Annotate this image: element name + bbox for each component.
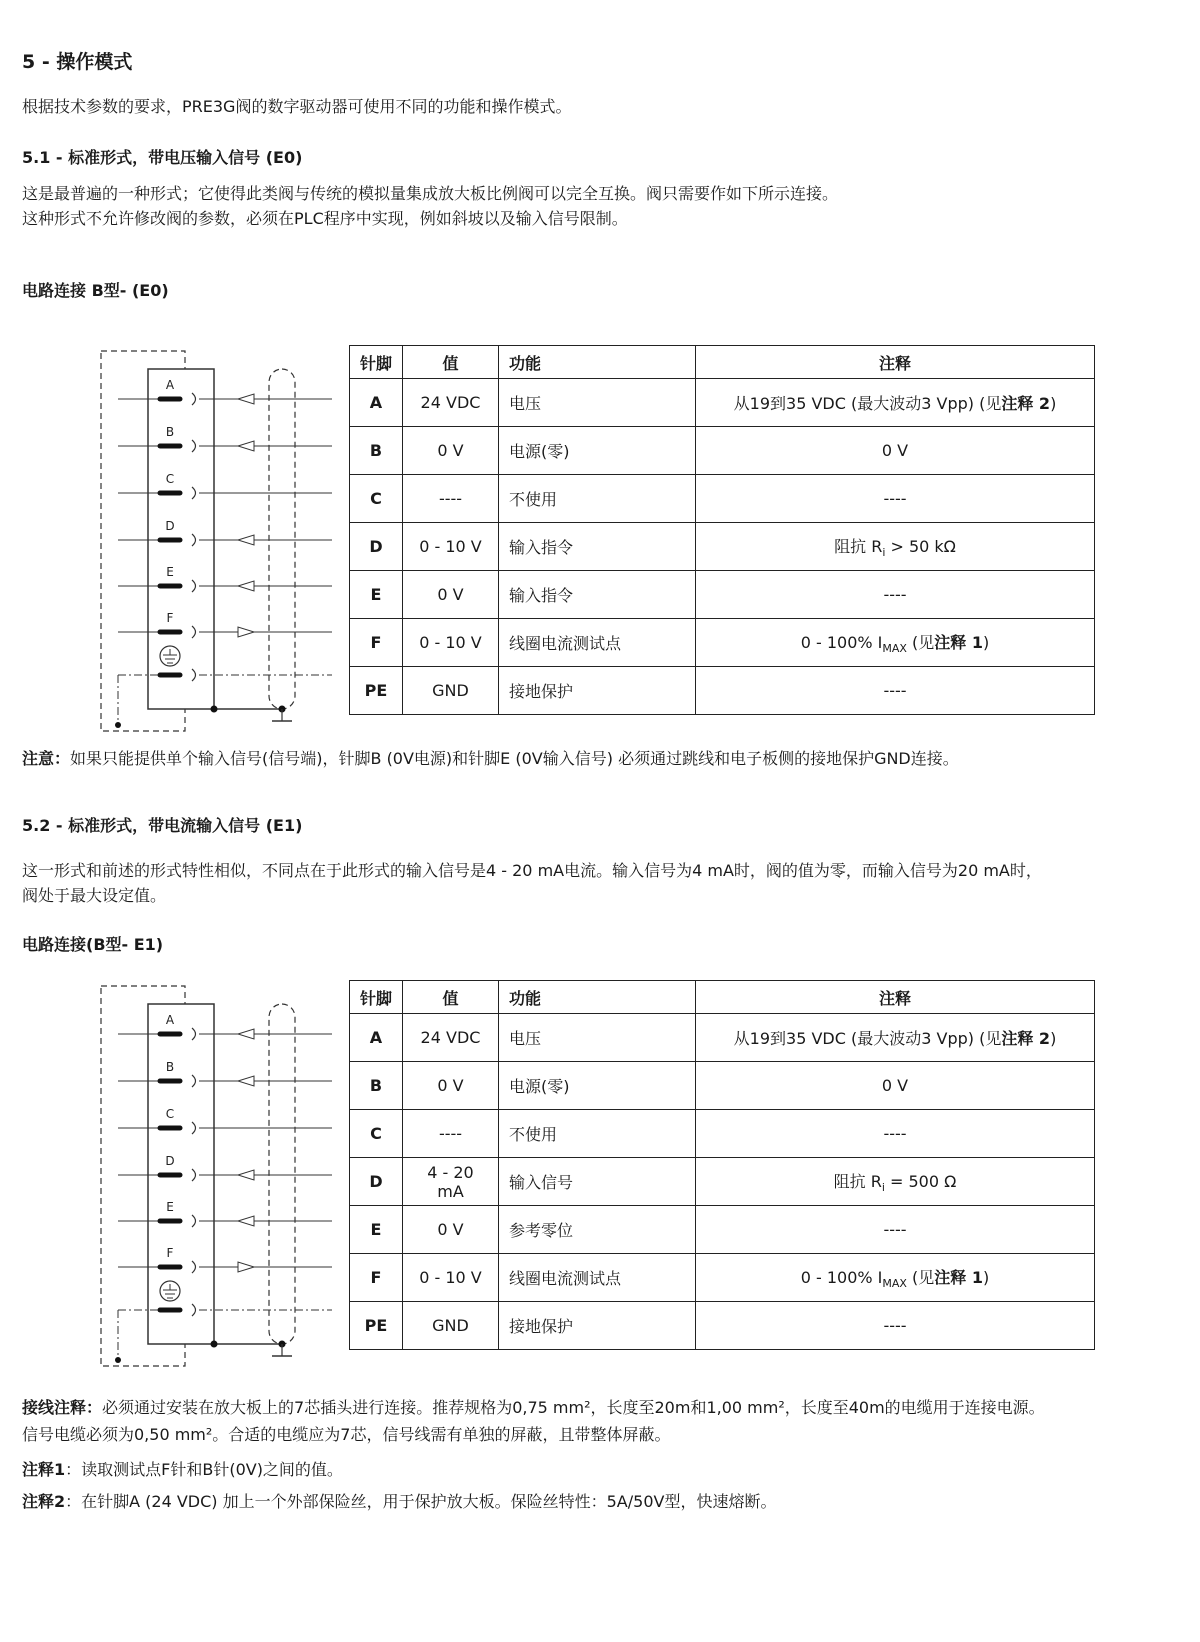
cell-value: ---- — [403, 1110, 499, 1158]
cell-pin: B — [350, 1062, 403, 1110]
cell-value: GND — [403, 667, 499, 715]
column-header: 针脚 — [350, 346, 403, 379]
arrow-out-icon — [238, 627, 254, 637]
circuit-title-e1: 电路连接(B型- E1) — [22, 935, 164, 954]
wiring-note-text1: 必须通过安装在放大板上的7芯插头进行连接。推荐规格为0,75 mm²，长度至20m和1,00 mm²，长度至40m的电缆用于连接电源。 — [102, 1398, 1045, 1417]
cell-pin: A — [350, 1014, 403, 1062]
cell-pin: C — [350, 475, 403, 523]
cell-function: 接地保护 — [499, 667, 696, 715]
cell-value: 0 - 10 V — [403, 1254, 499, 1302]
table-row — [350, 379, 1095, 427]
pin-letter: E — [166, 565, 174, 579]
cell-note: ---- — [696, 1302, 1095, 1350]
e0-desc-line2: 这种形式不允许修改阀的参数，必须在PLC程序中实现，例如斜坡以及输入信号限制。 — [22, 209, 628, 228]
subsection-title-e0: 5.1 - 标准形式，带电压输入信号 (E0) — [22, 148, 303, 167]
note-1-text: ：读取测试点F针和B针(0V)之间的值。 — [65, 1460, 343, 1479]
cell-pin: A — [350, 379, 403, 427]
cell-pin: C — [350, 1110, 403, 1158]
pin-table-e0 — [349, 345, 1095, 715]
table-row — [350, 1254, 1095, 1302]
pin-letter: F — [166, 611, 174, 625]
cell-function: 线圈电流测试点 — [499, 619, 696, 667]
cell-note: 从19到35 VDC (最大波动3 Vpp) (见注释 2) — [696, 1014, 1095, 1062]
cell-value: 0 V — [403, 571, 499, 619]
pin-letter: D — [165, 1154, 175, 1168]
cell-function: 参考零位 — [499, 1206, 696, 1254]
arrow-in-icon — [238, 1029, 254, 1039]
cell-note: ---- — [696, 571, 1095, 619]
note-2-label: 注释2 — [22, 1492, 66, 1511]
pin-letter: A — [165, 1013, 175, 1027]
cell-pin: PE — [350, 667, 403, 715]
arrow-in-icon — [238, 1216, 254, 1226]
cell-value: 24 VDC — [403, 1014, 499, 1062]
cell-value: 0 V — [403, 1206, 499, 1254]
table-row — [350, 523, 1095, 571]
table-row — [350, 1110, 1095, 1158]
cable-shield — [269, 1004, 295, 1344]
junction-dot — [211, 706, 218, 713]
cell-note: ---- — [696, 1206, 1095, 1254]
cell-note: ---- — [696, 1110, 1095, 1158]
cell-note: 0 V — [696, 427, 1095, 475]
table-row — [350, 1206, 1095, 1254]
column-header: 功能 — [499, 346, 696, 379]
cell-pin: F — [350, 1254, 403, 1302]
table-header-row — [350, 981, 1095, 1014]
table-row — [350, 619, 1095, 667]
section-title: 5 - 操作模式 — [22, 51, 133, 73]
column-header: 注释 — [696, 981, 1095, 1014]
cell-pin: D — [350, 523, 403, 571]
note-2-text: ：在针脚A (24 VDC) 加上一个外部保险丝，用于保护放大板。保险丝特性：5A/50V型，快速熔断。 — [65, 1492, 777, 1511]
pin-letter: C — [165, 1107, 175, 1121]
cell-value: 0 - 10 V — [403, 523, 499, 571]
cell-function: 输入指令 — [499, 523, 696, 571]
intro-text: 根据技术参数的要求，PRE3G阀的数字驱动器可使用不同的功能和操作模式。 — [22, 97, 572, 116]
cable-shield — [269, 369, 295, 709]
cell-pin: B — [350, 427, 403, 475]
junction-dot — [115, 1357, 121, 1363]
cell-note: 0 V — [696, 1062, 1095, 1110]
pin-letter: F — [166, 1246, 174, 1260]
table-row — [350, 571, 1095, 619]
pin-letter: C — [165, 472, 175, 486]
cell-value: 24 VDC — [403, 379, 499, 427]
cell-function: 接地保护 — [499, 1302, 696, 1350]
note-2 — [22, 1488, 776, 1515]
table-row — [350, 427, 1095, 475]
e1-desc-line2: 阀处于最大设定值。 — [22, 886, 167, 905]
cell-note: 阻抗 $R_i = 500$ Ω — [696, 1158, 1095, 1206]
table-row — [350, 475, 1095, 523]
cell-value: 4 - 20 mA — [403, 1158, 499, 1206]
cell-value: ---- — [403, 475, 499, 523]
cell-value: GND — [403, 1302, 499, 1350]
column-header: 针脚 — [350, 981, 403, 1014]
arrow-in-icon — [238, 394, 254, 404]
arrow-in-icon — [238, 581, 254, 591]
cell-note: 阻抗 $R_i > 50$ kΩ — [696, 523, 1095, 571]
cell-note: 从19到35 VDC (最大波动3 Vpp) (见注释 2) — [696, 379, 1095, 427]
cell-function: 电压 — [499, 379, 696, 427]
wiring-note-text2: 信号电缆必须为0,50 mm²。合适的电缆应为7芯，信号线需有单独的屏蔽，且带整体屏蔽。 — [22, 1425, 671, 1444]
cell-pin: D — [350, 1158, 403, 1206]
cell-note: 0 - 100% $I_{MAX}$ (见注释 1) — [696, 1254, 1095, 1302]
pin-letter: D — [165, 519, 175, 533]
table-row — [350, 1062, 1095, 1110]
pin-table-e1 — [349, 980, 1095, 1350]
circuit-title-e0: 电路连接 B型- (E0) — [22, 281, 169, 300]
cell-pin: F — [350, 619, 403, 667]
pin-letter: B — [165, 425, 175, 439]
table-row — [350, 1158, 1095, 1206]
cell-note: ---- — [696, 667, 1095, 715]
cell-function: 输入指令 — [499, 571, 696, 619]
note-1-label: 注释1 — [22, 1460, 66, 1479]
cell-note: 0 - 100% $I_{MAX}$ (见注释 1) — [696, 619, 1095, 667]
arrow-in-icon — [238, 1170, 254, 1180]
column-header: 值 — [403, 346, 499, 379]
arrow-out-icon — [238, 1262, 254, 1272]
wiring-note — [22, 1394, 1192, 1448]
cell-function: 电压 — [499, 1014, 696, 1062]
cell-function: 线圈电流测试点 — [499, 1254, 696, 1302]
table-header-row — [350, 346, 1095, 379]
attention-text: 如果只能提供单个输入信号(信号端)，针脚B (0V电源)和针脚E (0V输入信号) 必须通过跳线和电子板侧的接地保护GND连接。 — [70, 749, 959, 768]
cell-value: 0 V — [403, 427, 499, 475]
cell-value: 0 V — [403, 1062, 499, 1110]
note-1 — [22, 1456, 343, 1483]
column-header: 注释 — [696, 346, 1095, 379]
cell-pin: PE — [350, 1302, 403, 1350]
table-row — [350, 667, 1095, 715]
pin-letter: A — [165, 378, 175, 392]
arrow-in-icon — [238, 1076, 254, 1086]
attention-label: 注意： — [22, 749, 71, 768]
cell-value: 0 - 10 V — [403, 619, 499, 667]
cell-pin: E — [350, 571, 403, 619]
table-row — [350, 1014, 1095, 1062]
arrow-in-icon — [238, 535, 254, 545]
cell-function: 电源(零) — [499, 427, 696, 475]
table-row — [350, 1302, 1095, 1350]
cell-function: 不使用 — [499, 1110, 696, 1158]
attention-note — [22, 745, 959, 772]
cell-function: 输入信号 — [499, 1158, 696, 1206]
cell-function: 不使用 — [499, 475, 696, 523]
column-header: 功能 — [499, 981, 696, 1014]
e1-desc-line1: 这一形式和前述的形式特性相似，不同点在于此形式的输入信号是4 - 20 mA电流。输入信号为4 mA时，阀的值为零，而输入信号为20 mA时， — [22, 861, 1042, 880]
junction-dot — [211, 1341, 218, 1348]
cell-function: 电源(零) — [499, 1062, 696, 1110]
cell-pin: E — [350, 1206, 403, 1254]
cell-note: ---- — [696, 475, 1095, 523]
arrow-in-icon — [238, 441, 254, 451]
e0-desc-line1: 这是最普遍的一种形式；它使得此类阀与传统的模拟量集成放大板比例阀可以完全互换。阀只需要作如下所示连接。 — [22, 184, 839, 203]
pin-letter: B — [165, 1060, 175, 1074]
column-header: 值 — [403, 981, 499, 1014]
wiring-note-label: 接线注释： — [22, 1398, 103, 1417]
junction-dot — [115, 722, 121, 728]
pin-letter: E — [166, 1200, 174, 1214]
subsection-title-e1: 5.2 - 标准形式，带电流输入信号 (E1) — [22, 816, 303, 835]
